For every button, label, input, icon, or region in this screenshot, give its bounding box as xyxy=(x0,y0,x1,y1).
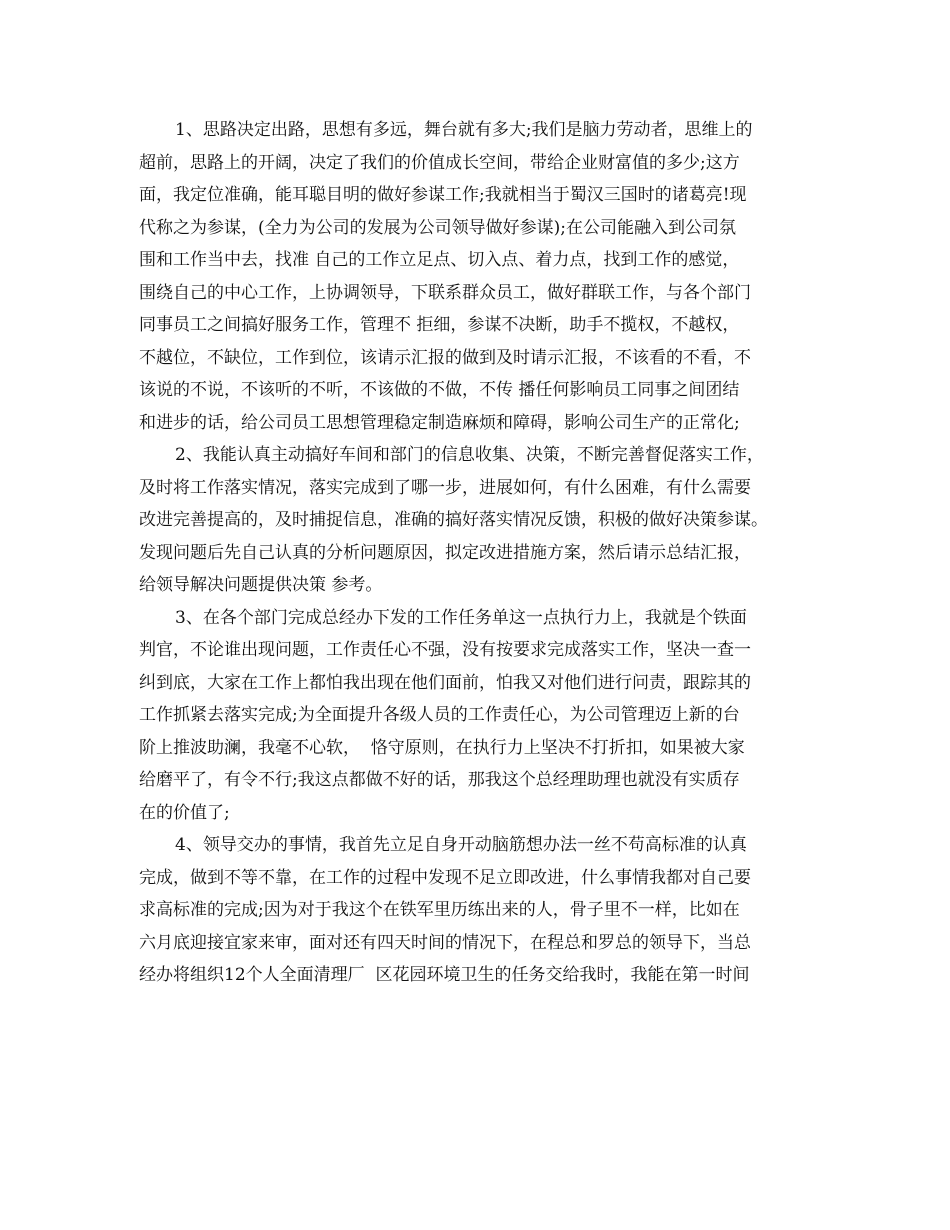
paragraph-first-line: 1、思路决定出路，思想有多远，舞台就有多大;我们是脑力劳动者，思维上的 xyxy=(175,120,753,140)
paragraph-first-line: 4、领导交办的事情，我首先立足自身开动脑筋想办法一丝不苟高标准的认真 xyxy=(175,835,747,855)
paragraph-line: 和进步的话，给公司员工思想管理稳定制造麻烦和障碍，影响公司生产的正常化; xyxy=(139,412,740,433)
paragraph-line: 工作抓紧去落实完成;为全面提升各级人员的工作责任心，为公司管理迈上新的台 xyxy=(139,705,740,725)
paragraph-line: 围和工作当中去，找准 自己的工作立足点、切入点、着力点，找到工作的感觉， xyxy=(139,250,740,270)
paragraph-line: 纠到底，大家在工作上都怕我出现在他们面前，怕我又对他们进行问责，跟踪其的 xyxy=(139,672,751,693)
paragraph-first-line: 3、在各个部门完成总经办下发的工作任务单这一点执行力上，我就是个铁面 xyxy=(175,607,747,628)
paragraph-line: 发现问题后先自己认真的分析问题原因，拟定改进措施方案，然后请示总结汇报， xyxy=(139,542,751,563)
paragraph-line: 完成，做到不等不靠，在工作的过程中发现不足立即改进，什么事情我都对自己要 xyxy=(139,867,751,888)
paragraph-line: 改进完善提高的，及时捕捉信息，准确的搞好落实情况反馈，积极的做好决策参谋。 xyxy=(139,510,768,530)
paragraph-line: 判官，不论谁出现问题，工作责任心不强，没有按要求完成落实工作，坚决一查一 xyxy=(139,640,751,660)
paragraph-line: 经办将组织12个人全面清理厂 区花园环境卫生的任务交给我时，我能在第一时间 xyxy=(139,965,750,985)
paragraph-line: 在的价值了; xyxy=(139,802,230,823)
paragraph-line: 围绕自己的中心工作，上协调领导，下联系群众员工，做好群联工作，与各个部门 xyxy=(139,282,751,303)
paragraph-line: 求高标准的完成;因为对于我这个在铁军里历练出来的人，骨子里不一样，比如在 xyxy=(139,900,740,920)
paragraph-line: 不越位，不缺位，工作到位，该请示汇报的做到及时请示汇报，不该看的不看，不 xyxy=(139,347,751,368)
paragraph-line: 六月底迎接宜家来审，面对还有四天时间的情况下，在程总和罗总的领导下，当总 xyxy=(139,932,751,953)
paragraph-line: 给领导解决问题提供决策 参考。 xyxy=(139,575,383,595)
paragraph-line: 给磨平了，有令不行;我这点都做不好的话，那我这个总经理助理也就没有实质存 xyxy=(139,770,740,790)
paragraph-line: 同事员工之间搞好服务工作，管理不 拒细，参谋不决断，助手不揽权，不越权， xyxy=(139,315,740,335)
paragraph-line: 代称之为参谋，(全力为公司的发展为公司领导做好参谋);在公司能融入到公司氛 xyxy=(139,217,736,238)
paragraph-line: 及时将工作落实情况，落实完成到了哪一步，进展如何，有什么困难，有什么需要 xyxy=(139,477,751,498)
document-body xyxy=(139,114,817,992)
paragraph-line: 面，我定位准确，能耳聪目明的做好参谋工作;我就相当于蜀汉三国时的诸葛亮!现 xyxy=(139,185,747,205)
paragraph-line: 阶上推波助澜，我毫不心软， 恪守原则，在执行力上坚决不打折扣，如果被大家 xyxy=(139,737,745,758)
paragraph-first-line: 2、我能认真主动搞好车间和部门的信息收集、决策，不断完善督促落实工作， xyxy=(175,445,764,465)
paragraph-line: 该说的不说，不该听的不听，不该做的不做，不传 播任何影响员工同事之间团结 xyxy=(139,380,740,400)
paragraph-line: 超前，思路上的开阔，决定了我们的价值成长空间，带给企业财富值的多少;这方 xyxy=(139,152,740,173)
